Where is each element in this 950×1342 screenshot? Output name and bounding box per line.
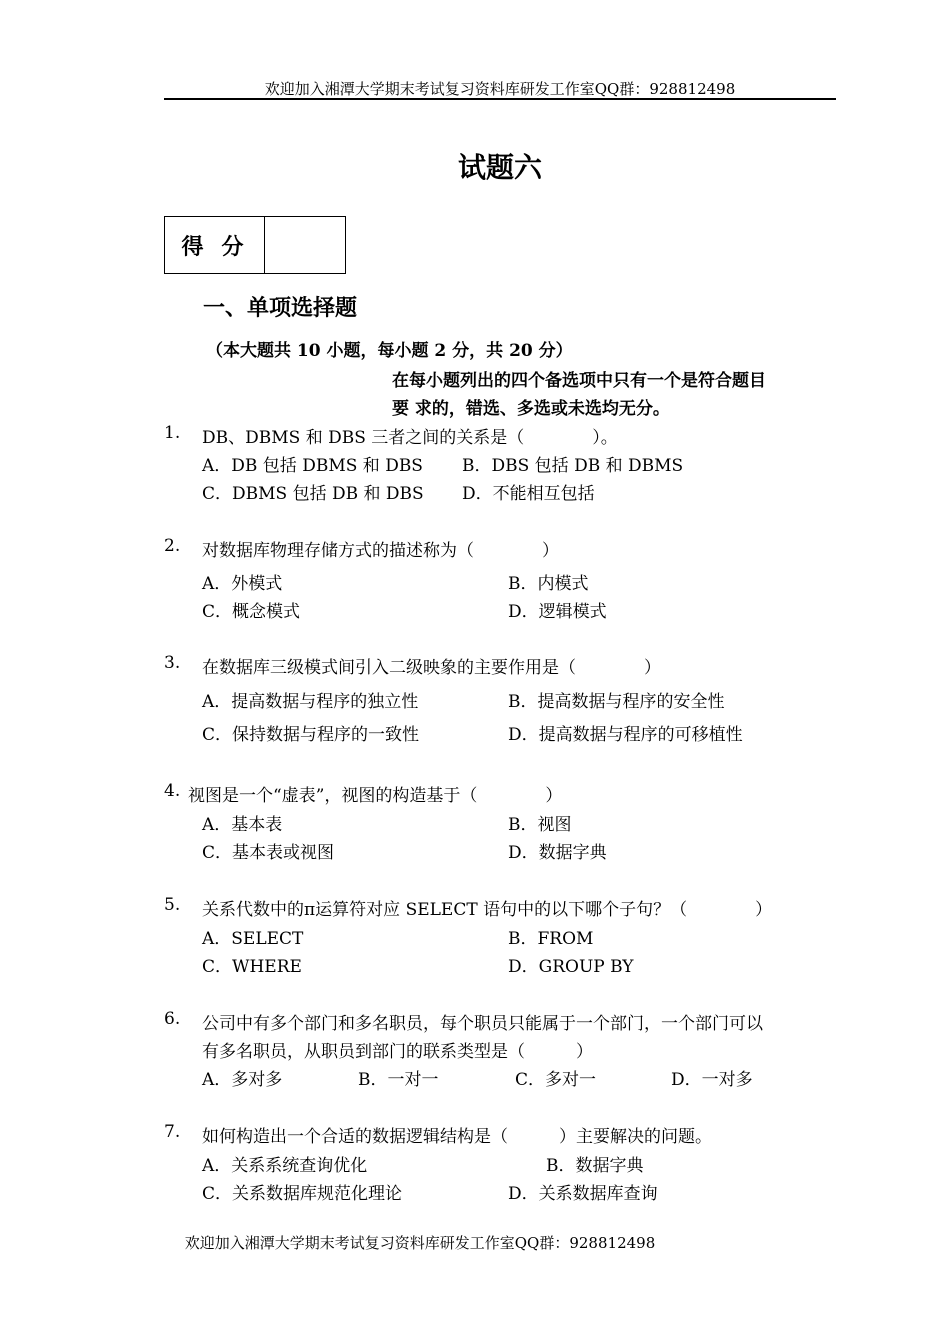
- score-box: [164, 216, 346, 274]
- option-c: C．保持数据与程序的一致性: [202, 725, 420, 745]
- option-c: C．DBMS 包括 DB 和 DBS: [202, 484, 424, 504]
- question-stem: 公司中有多个部门和多名职员，每个职员只能属于一个部门，一个部门可以: [202, 1014, 763, 1034]
- option-b: B．DBS 包括 DB 和 DBMS: [462, 456, 684, 476]
- option-c: C．多对一: [515, 1070, 597, 1090]
- header-rule: [164, 98, 836, 100]
- option-a: A．提高数据与程序的独立性: [202, 692, 419, 712]
- option-c: C．基本表或视图: [202, 843, 335, 863]
- score-label: 得分: [165, 217, 265, 273]
- question-number: 2.: [164, 536, 181, 556]
- question-number: 3.: [164, 653, 181, 673]
- option-b: B．一对一: [358, 1070, 439, 1090]
- section-note: （本大题共 10 小题，每小题 2 分，共 20 分）: [206, 341, 573, 361]
- section-instruction: 要 求的，错选、多选或未选均无分。: [392, 399, 670, 419]
- option-a: A．基本表: [202, 815, 283, 835]
- option-c: C．概念模式: [202, 602, 301, 622]
- option-a: A．SELECT: [202, 929, 304, 949]
- exam-title: 试题六: [457, 151, 542, 184]
- option-a: A．外模式: [202, 574, 283, 594]
- option-b: B．FROM: [508, 929, 594, 949]
- option-d: D．GROUP BY: [508, 957, 634, 977]
- option-b: B．提高数据与程序的安全性: [508, 692, 725, 712]
- option-d: D．关系数据库查询: [508, 1184, 658, 1204]
- question-stem: 视图是一个“虚表”，视图的构造基于（ ）: [188, 786, 563, 806]
- option-d: D．提高数据与程序的可移植性: [508, 725, 743, 745]
- question-number: 1.: [164, 423, 181, 443]
- score-value-cell: [265, 217, 345, 273]
- question-number: 6.: [164, 1009, 181, 1029]
- option-b: B．视图: [508, 815, 572, 835]
- option-b: B．内模式: [508, 574, 589, 594]
- option-c: C．WHERE: [202, 957, 302, 977]
- section-instruction: 在每小题列出的四个备选项中只有一个是符合题目: [392, 371, 766, 391]
- question-stem: 关系代数中的π运算符对应 SELECT 语句中的以下哪个子句？（ ）: [202, 900, 773, 920]
- option-a: A．多对多: [202, 1070, 283, 1090]
- page-header: 欢迎加入湘潭大学期末考试复习资料库研发工作室QQ群：928812498: [264, 80, 736, 98]
- question-stem: DB、DBMS 和 DBS 三者之间的关系是（ ）。: [202, 428, 618, 448]
- option-d: D．数据字典: [508, 843, 607, 863]
- question-stem: 对数据库物理存储方式的描述称为（ ）: [202, 541, 559, 561]
- option-a: A．关系系统查询优化: [202, 1156, 368, 1176]
- option-d: D．逻辑模式: [508, 602, 607, 622]
- option-a: A．DB 包括 DBMS 和 DBS: [202, 456, 423, 476]
- option-d: D．一对多: [671, 1070, 753, 1090]
- option-b: B．数据字典: [546, 1156, 644, 1176]
- question-stem: 在数据库三级模式间引入二级映象的主要作用是（ ）: [202, 658, 661, 678]
- question-number: 7.: [164, 1122, 181, 1142]
- question-stem-continued: 有多名职员，从职员到部门的联系类型是（ ）: [202, 1042, 593, 1062]
- question-number: 4.: [164, 781, 181, 801]
- option-d: D．不能相互包括: [462, 484, 595, 504]
- question-number: 5.: [164, 895, 181, 915]
- question-stem: 如何构造出一个合适的数据逻辑结构是（ ）主要解决的问题。: [202, 1127, 712, 1147]
- section-title: 一、单项选择题: [203, 296, 358, 321]
- option-c: C．关系数据库规范化理论: [202, 1184, 403, 1204]
- page-footer: 欢迎加入湘潭大学期末考试复习资料库研发工作室QQ群：928812498: [184, 1234, 656, 1252]
